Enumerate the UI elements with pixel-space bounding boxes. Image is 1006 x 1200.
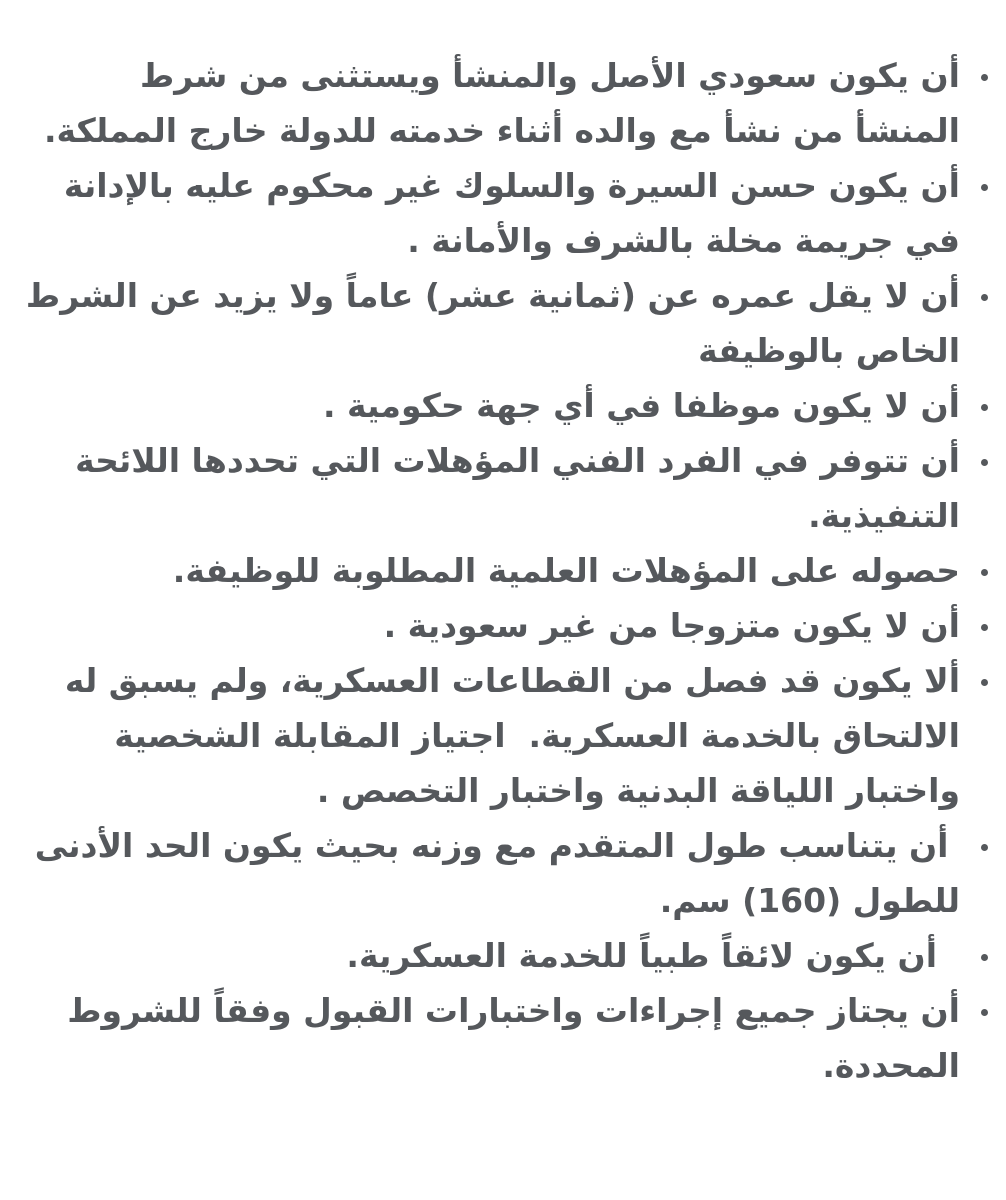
list-item xyxy=(24,983,998,1093)
bullet-icon xyxy=(981,679,988,686)
requirement-text: حصوله على المؤهلات العلمية المطلوبة للوظيفة. xyxy=(172,551,960,590)
list-item xyxy=(14,268,998,378)
requirement-text: أن لا يقل عمره عن (ثمانية عشر) عاماً ولا يزيد عن الشرط الخاص بالوظيفة xyxy=(14,276,960,370)
bullet-icon xyxy=(981,1009,988,1016)
list-item xyxy=(24,543,998,598)
list-item xyxy=(24,928,998,983)
list-item xyxy=(24,48,998,158)
list-item xyxy=(24,818,998,928)
bullet-icon xyxy=(981,954,988,961)
bullet-icon xyxy=(981,404,988,411)
requirement-text: ألا يكون قد فصل من القطاعات العسكرية، ولم يسبق له الالتحاق بالخدمة العسكرية. اجتياز المقابلة الشخصية واختبار اللياقة البدنية واختبار التخصص . xyxy=(53,661,960,810)
requirement-text: أن يكون لائقاً طبياً للخدمة العسكرية. xyxy=(346,936,960,975)
bullet-icon xyxy=(981,844,988,851)
bullet-icon xyxy=(981,624,988,631)
list-item xyxy=(24,433,998,543)
list-item xyxy=(24,598,998,653)
requirement-text: أن تتوفر في الفرد الفني المؤهلات التي تحددها اللائحة التنفيذية. xyxy=(63,441,960,535)
bullet-icon xyxy=(981,184,988,191)
bullet-icon xyxy=(981,74,988,81)
bullet-icon xyxy=(981,459,988,466)
requirement-text: أن لا يكون متزوجا من غير سعودية . xyxy=(383,606,960,645)
list-item xyxy=(24,653,998,818)
bullet-icon xyxy=(981,294,988,301)
list-item xyxy=(24,158,998,268)
requirement-text: أن لا يكون موظفا في أي جهة حكومية . xyxy=(323,386,960,425)
requirements-list xyxy=(14,48,998,1093)
requirement-text: أن يجتاز جميع إجراءات واختبارات القبول وفقاً للشروط المحددة. xyxy=(55,991,960,1085)
list-item xyxy=(24,378,998,433)
requirements-document xyxy=(14,48,998,1093)
requirement-text: أن يكون حسن السيرة والسلوك غير محكوم عليه بالإدانة في جريمة مخلة بالشرف والأمانة . xyxy=(52,166,960,260)
requirement-text: أن يكون سعودي الأصل والمنشأ ويستثنى من شرط المنشأ من نشأ مع والده أثناء خدمته للدولة خارج المملكة. xyxy=(43,56,960,150)
bullet-icon xyxy=(981,569,988,576)
requirement-text: أن يتناسب طول المتقدم مع وزنه بحيث يكون الحد الأدنى للطول (160) سم. xyxy=(23,826,960,920)
